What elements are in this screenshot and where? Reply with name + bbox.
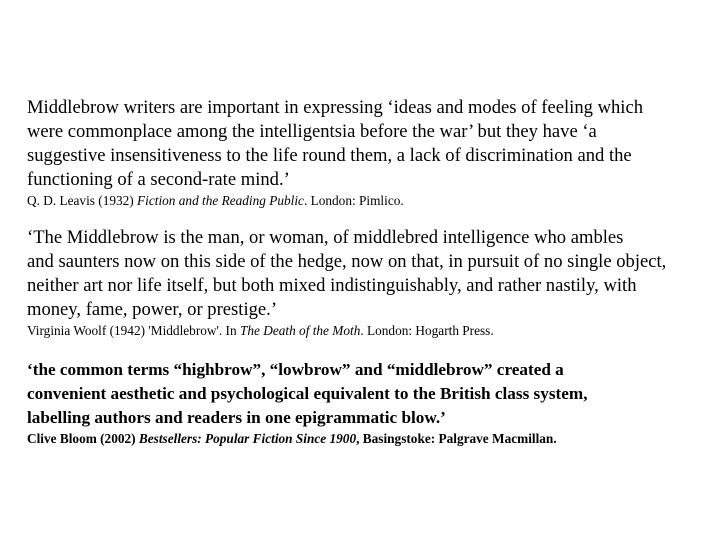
citation-bloom [27, 431, 707, 447]
citation-prefix: Q. D. Leavis (1932) [27, 193, 138, 208]
citation-title: Bestsellers: Popular Fiction Since 1900 [138, 431, 357, 446]
quote-line: suggestive insensitiveness to the life round them, a lack of discrimination and the [27, 145, 632, 166]
citation-prefix: Clive Bloom (2002) [27, 431, 139, 446]
quote-leavis [27, 96, 707, 209]
quote-line: convenient aesthetic and psychological equivalent to the British class system, [27, 384, 588, 403]
citation-suffix: . London: Hogarth Press. [360, 323, 494, 338]
citation-title: The Death of the Moth [239, 323, 361, 338]
quote-line: neither art nor life itself, but both mixed indistinguishably, and rather nastily, with [27, 275, 637, 296]
citation-suffix: , Basingstoke: Palgrave Macmillan. [356, 431, 557, 446]
quote-line: Middlebrow writers are important in expressing ‘ideas and modes of feeling which [27, 97, 644, 118]
citation-leavis [27, 193, 707, 209]
quote-line: were commonplace among the intelligentsia before the war’ but they have ‘a [27, 121, 597, 142]
citation-prefix: Virginia Woolf (1942) 'Middlebrow'. In [27, 323, 240, 338]
document-page [27, 96, 707, 447]
quote-text [27, 96, 707, 192]
quote-woolf [27, 226, 707, 339]
quote-line: money, fame, power, or prestige.’ [27, 299, 278, 320]
quote-bloom [27, 358, 707, 447]
quote-line: ‘The Middlebrow is the man, or woman, of middlebred intelligence who ambles [27, 227, 624, 248]
quote-line: labelling authors and readers in one epigrammatic blow.’ [27, 408, 446, 427]
quote-line: and saunters now on this side of the hedge, now on that, in pursuit of no single object, [27, 251, 667, 272]
citation-woolf [27, 323, 707, 339]
quote-line: functioning of a second-rate mind.’ [27, 169, 290, 190]
quote-text [27, 226, 707, 322]
citation-title: Fiction and the Reading Public [137, 193, 304, 208]
citation-suffix: . London: Pimlico. [303, 193, 404, 208]
quote-line: ‘the common terms “highbrow”, “lowbrow” and “middlebrow” created a [27, 360, 564, 379]
quote-text [27, 358, 707, 430]
